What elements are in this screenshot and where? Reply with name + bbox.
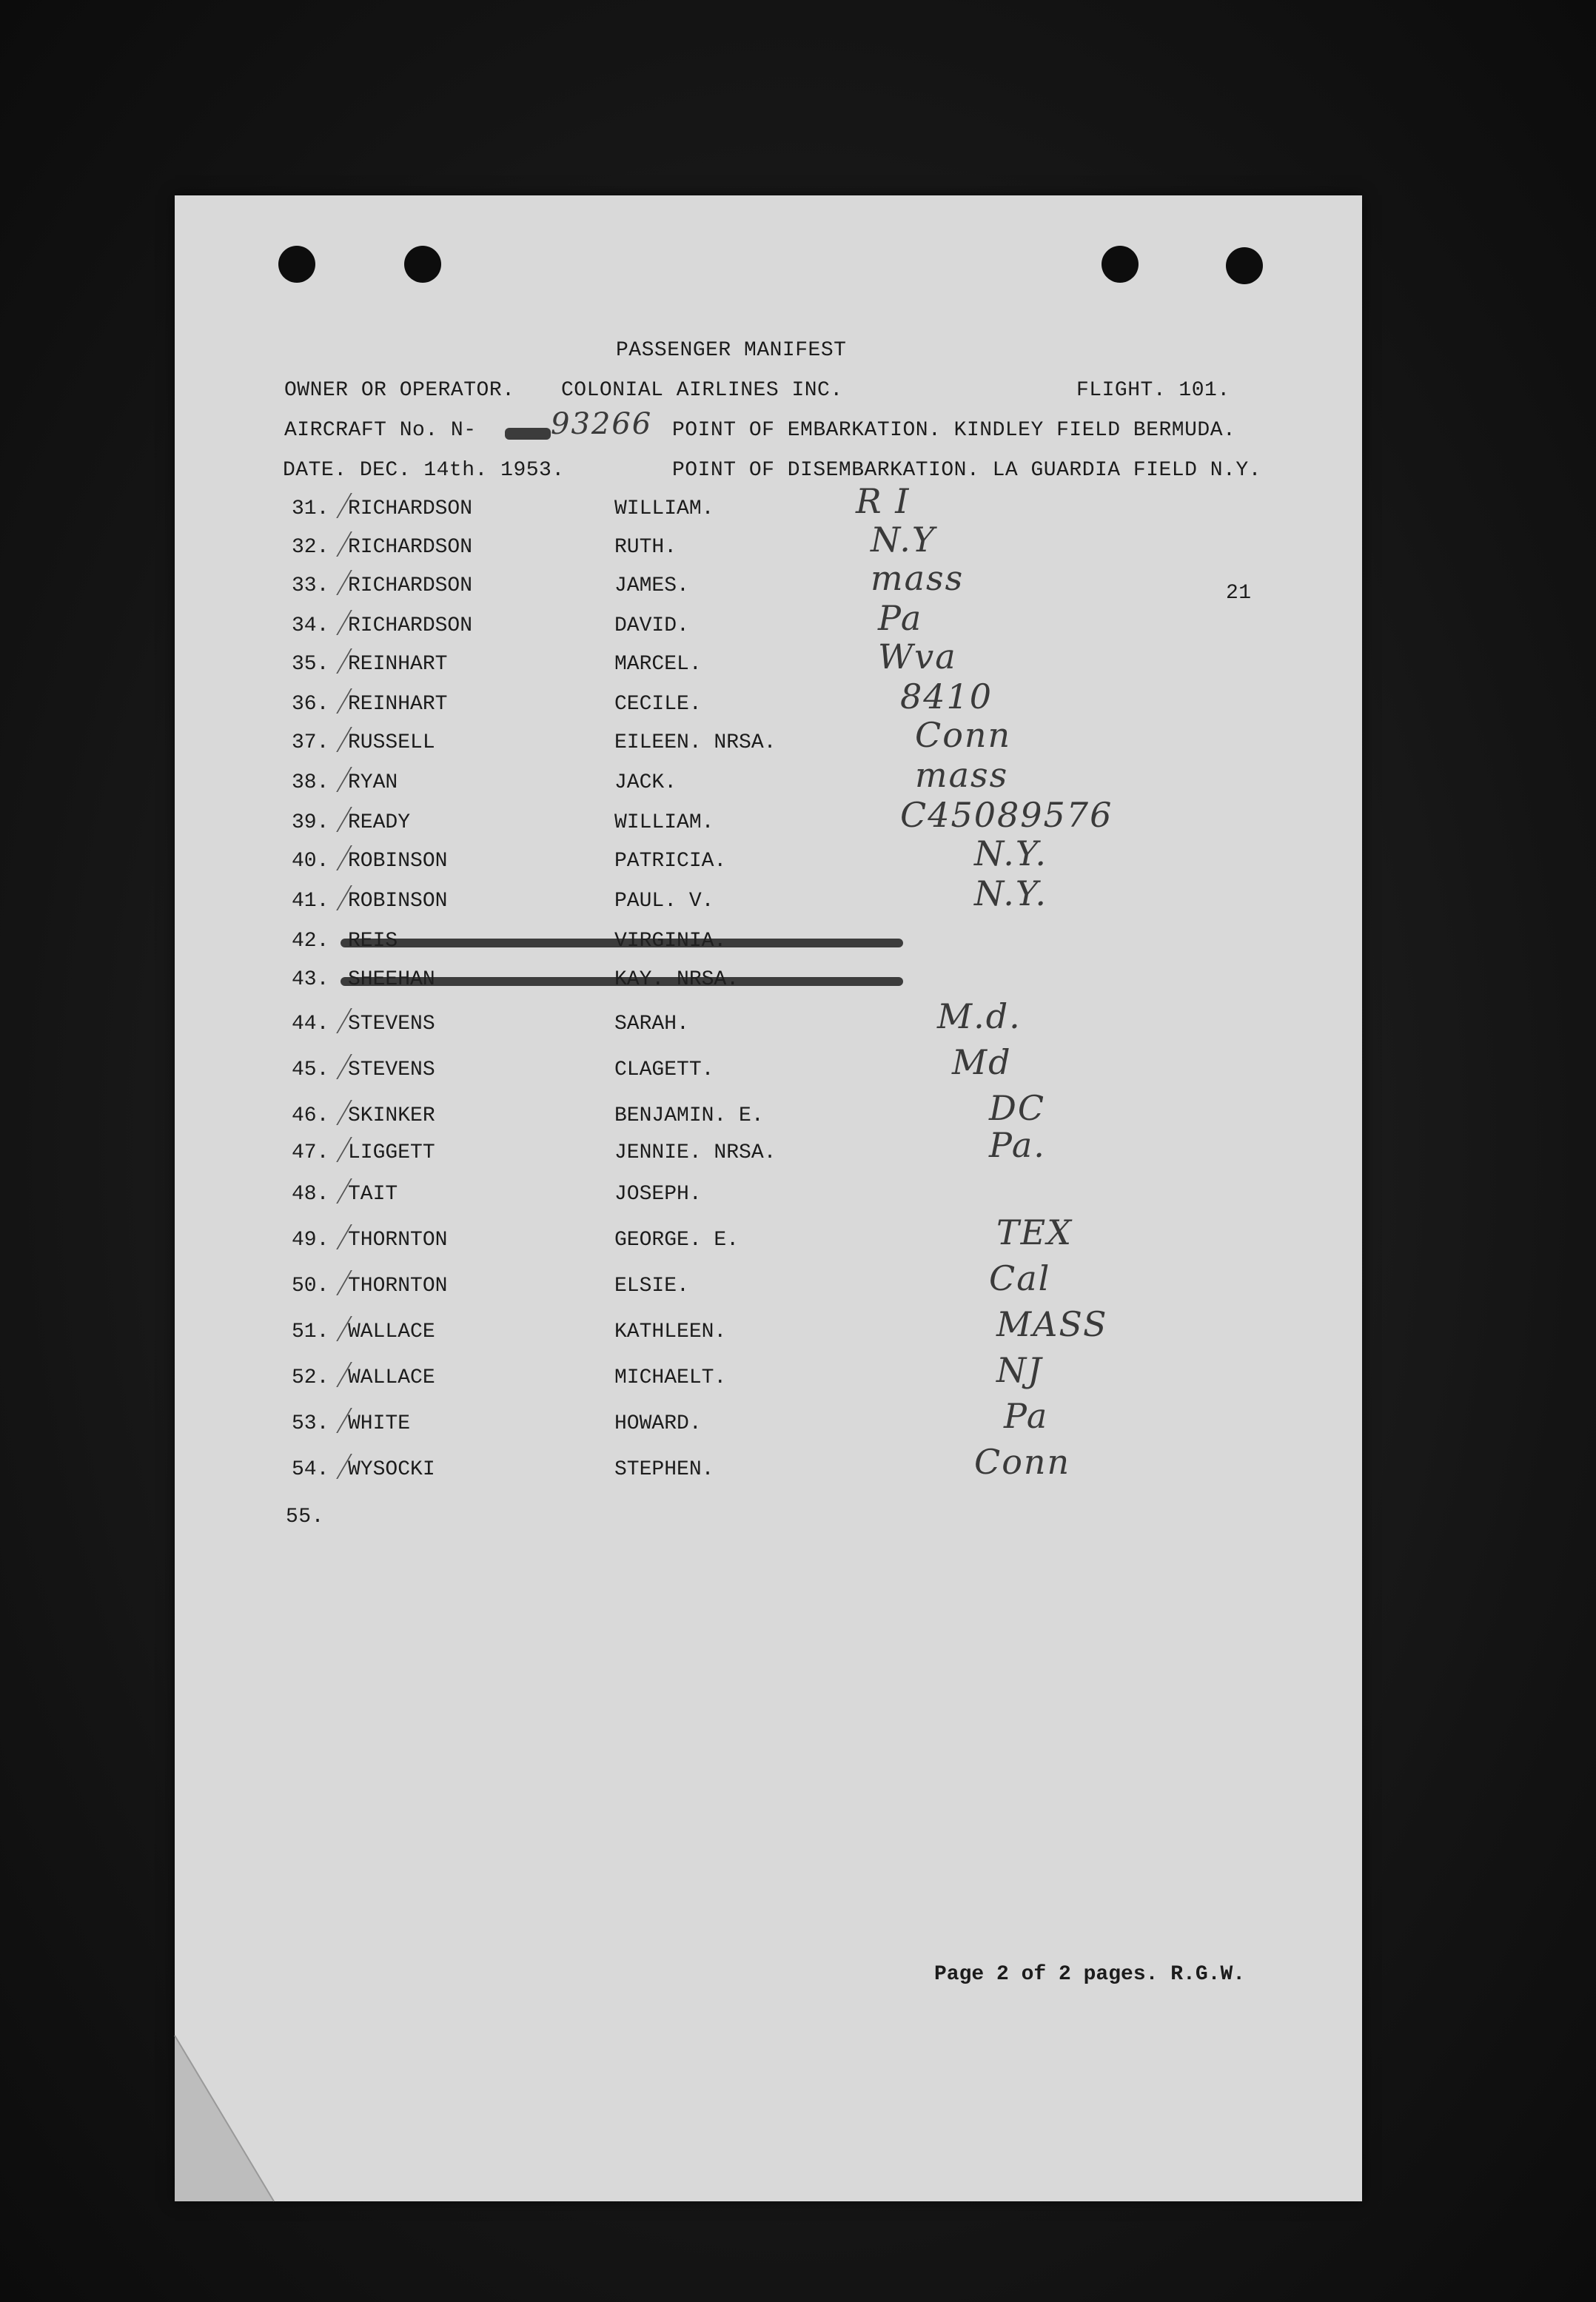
passenger-surname: WALLACE	[348, 1321, 435, 1343]
passenger-given-name: SARAH.	[614, 1013, 689, 1036]
passenger-surname: RICHARDSON	[348, 536, 473, 559]
passenger-number: 51.	[292, 1321, 329, 1343]
passenger-surname: ROBINSON	[348, 890, 448, 913]
passenger-number: 53.	[292, 1412, 329, 1435]
passenger-number: 36.	[292, 693, 329, 716]
passenger-given-name: STEPHEN.	[614, 1458, 714, 1481]
handwritten-state-note: mass	[871, 558, 965, 598]
page-marker: 21	[1226, 582, 1252, 605]
passenger-given-name: KATHLEEN.	[614, 1321, 727, 1343]
passenger-number: 39.	[292, 811, 329, 834]
aircraft-number-handwritten: 93266	[551, 407, 653, 441]
handwritten-state-note: Pa	[1004, 1396, 1049, 1436]
passenger-given-name: JACK.	[614, 771, 677, 794]
passenger-given-name: BENJAMIN. E.	[614, 1104, 764, 1127]
passenger-surname: THORNTON	[348, 1275, 448, 1298]
passenger-surname: STEVENS	[348, 1013, 435, 1036]
handwritten-state-note: MASS	[996, 1304, 1108, 1344]
passenger-number: 37.	[292, 731, 329, 754]
handwritten-state-note: Conn	[974, 1442, 1071, 1482]
passenger-number: 38.	[292, 771, 329, 794]
passenger-surname: STEVENS	[348, 1058, 435, 1081]
handwritten-state-note: 8410	[900, 677, 993, 717]
passenger-surname: RICHARDSON	[348, 497, 473, 520]
handwritten-state-note: C45089576	[900, 795, 1113, 835]
passenger-given-name: JENNIE. NRSA.	[614, 1141, 777, 1164]
passenger-number: 31.	[292, 497, 329, 520]
handwritten-state-note: mass	[915, 755, 1009, 795]
flight-number: FLIGHT. 101.	[1076, 379, 1230, 402]
manifest-date: DATE. DEC. 14th. 1953.	[283, 459, 565, 482]
last-entry-number: 55.	[286, 1506, 324, 1528]
passenger-surname: REINHART	[348, 653, 448, 676]
handwritten-state-note: Wva	[878, 637, 957, 677]
passenger-number: 43.	[292, 968, 329, 991]
passenger-number: 41.	[292, 890, 329, 913]
handwritten-state-note: NJ	[996, 1350, 1043, 1390]
passenger-given-name: EILEEN. NRSA.	[614, 731, 777, 754]
passenger-number: 45.	[292, 1058, 329, 1081]
passenger-number: 44.	[292, 1013, 329, 1036]
passenger-number: 48.	[292, 1183, 329, 1206]
passenger-number: 46.	[292, 1104, 329, 1127]
passenger-number: 34.	[292, 614, 329, 637]
passenger-given-name: MICHAELT.	[614, 1366, 727, 1389]
passenger-given-name: MARCEL.	[614, 653, 702, 676]
passenger-given-name: CLAGETT.	[614, 1058, 714, 1081]
passenger-surname: WHITE	[348, 1412, 411, 1435]
passenger-given-name: ELSIE.	[614, 1275, 689, 1298]
manifest-title: PASSENGER MANIFEST	[616, 339, 847, 362]
passenger-number: 40.	[292, 850, 329, 873]
passenger-surname: THORNTON	[348, 1229, 448, 1252]
passenger-surname: RICHARDSON	[348, 614, 473, 637]
passenger-number: 33.	[292, 574, 329, 597]
passenger-surname: RYAN	[348, 771, 398, 794]
passenger-surname: WYSOCKI	[348, 1458, 435, 1481]
passenger-surname: RUSSELL	[348, 731, 435, 754]
passenger-number: 49.	[292, 1229, 329, 1252]
passenger-given-name: PAUL. V.	[614, 890, 714, 913]
passenger-given-name: DAVID.	[614, 614, 689, 637]
passenger-surname: TAIT	[348, 1183, 398, 1206]
handwritten-state-note: TEX	[996, 1212, 1073, 1252]
passenger-number: 32.	[292, 536, 329, 559]
handwritten-state-note: R I	[856, 481, 911, 521]
handwritten-state-note: N.Y.	[974, 833, 1047, 873]
passenger-number: 35.	[292, 653, 329, 676]
handwritten-state-note: Cal	[989, 1258, 1051, 1298]
passenger-given-name: WILLIAM.	[614, 497, 714, 520]
passenger-number: 42.	[292, 930, 329, 953]
passenger-number: 54.	[292, 1458, 329, 1481]
handwritten-state-note: N.Y	[871, 520, 936, 560]
passenger-number: 52.	[292, 1366, 329, 1389]
passenger-given-name: WILLIAM.	[614, 811, 714, 834]
handwritten-state-note: Pa	[878, 598, 923, 638]
owner-name: COLONIAL AIRLINES INC.	[561, 379, 843, 402]
passenger-number: 47.	[292, 1141, 329, 1164]
handwritten-state-note: Pa.	[989, 1125, 1046, 1165]
passenger-surname: WALLACE	[348, 1366, 435, 1389]
handwritten-state-note: Conn	[915, 715, 1012, 755]
passenger-given-name: HOWARD.	[614, 1412, 702, 1435]
passenger-given-name: JAMES.	[614, 574, 689, 597]
owner-label: OWNER OR OPERATOR.	[284, 379, 515, 402]
passenger-number: 50.	[292, 1275, 329, 1298]
passenger-surname: SKINKER	[348, 1104, 435, 1127]
passenger-given-name: GEORGE. E.	[614, 1229, 740, 1252]
passenger-surname: LIGGETT	[348, 1141, 435, 1164]
handwritten-state-note: N.Y.	[974, 873, 1047, 913]
passenger-given-name: PATRICIA.	[614, 850, 727, 873]
passenger-given-name: RUTH.	[614, 536, 677, 559]
aircraft-label: AIRCRAFT No. N-	[284, 419, 477, 442]
disembarkation-point: POINT OF DISEMBARKATION. LA GUARDIA FIELD N.Y.	[672, 459, 1261, 482]
passenger-surname: READY	[348, 811, 411, 834]
page-footer: Page 2 of 2 pages. R.G.W.	[934, 1963, 1246, 1986]
passenger-surname: RICHARDSON	[348, 574, 473, 597]
handwritten-state-note: Md	[952, 1042, 1012, 1082]
handwritten-state-note: M.d.	[937, 996, 1022, 1036]
embarkation-point: POINT OF EMBARKATION. KINDLEY FIELD BERMUDA.	[672, 419, 1236, 442]
passenger-given-name: CECILE.	[614, 693, 702, 716]
passenger-surname: REINHART	[348, 693, 448, 716]
handwritten-state-note: DC	[989, 1088, 1046, 1128]
passenger-surname: ROBINSON	[348, 850, 448, 873]
passenger-given-name: JOSEPH.	[614, 1183, 702, 1206]
